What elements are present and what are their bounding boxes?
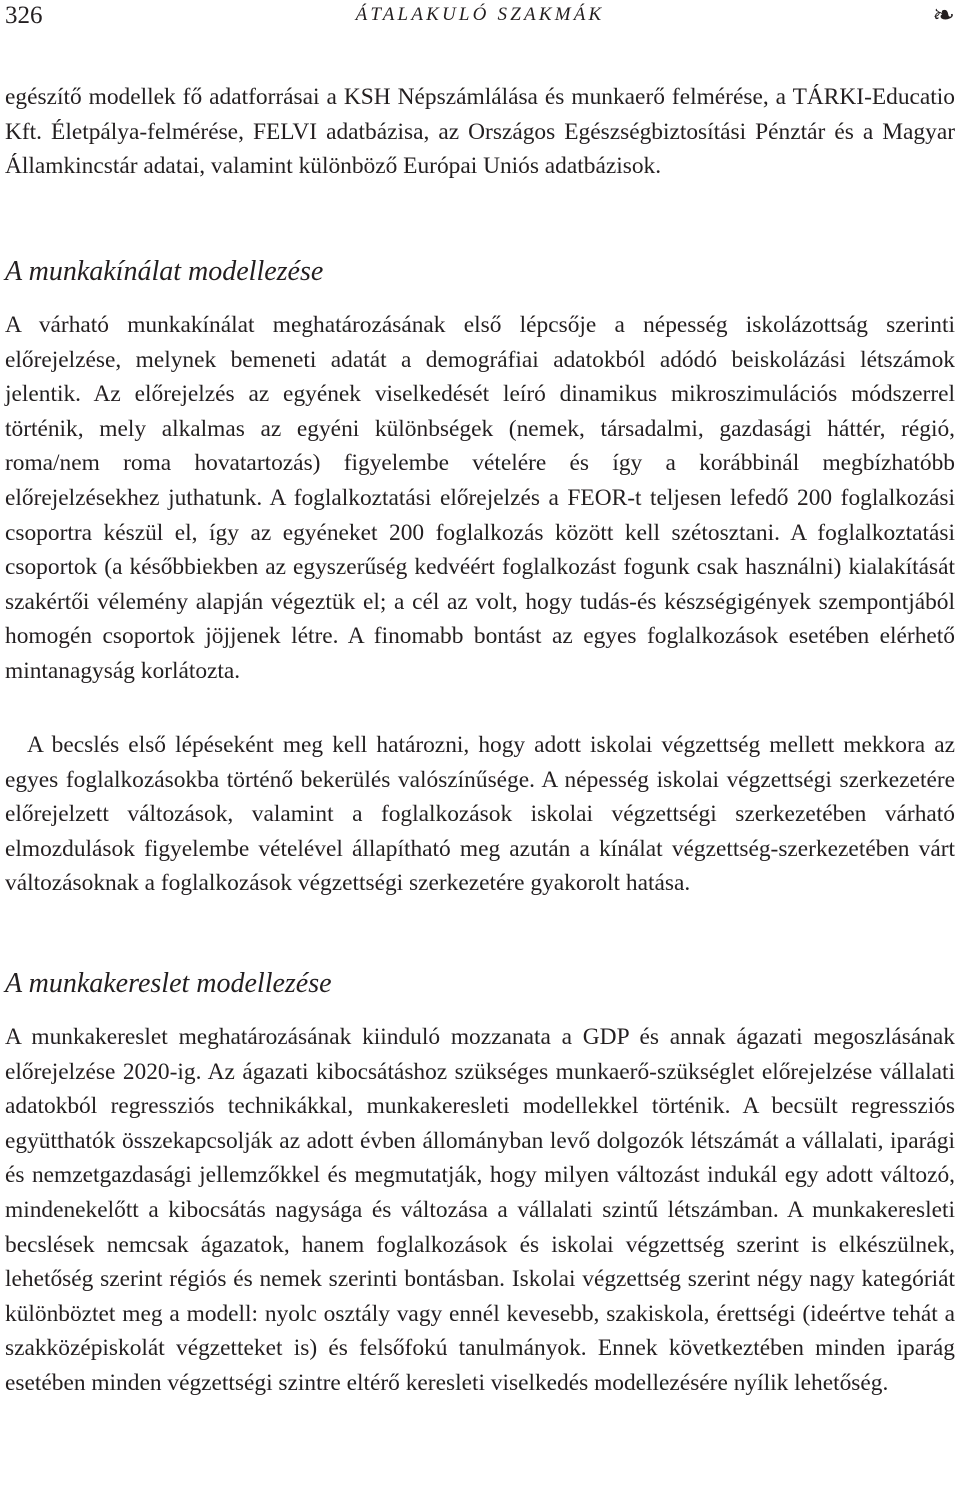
running-head	[5, 0, 955, 40]
book-page	[5, 0, 955, 1396]
paragraph-supply-2: A becslés első lépéseként meg kell határozni, hogy adott iskolai végzettség mellett mekkora az egyes foglalkozásokba történő bekerülés valószínűsége. A népesség iskolai végzettségi szerkezetére előrejelzett változások, valamint a foglalkozások iskolai végzettségi szerkezetében várható elmozdulások figyelembe vételével állapítható meg azután a kínálat végzettség-szerkezetében várt változásoknak a foglalkozások végzettségi szerkezetére gyakorolt hatása.	[5, 732, 955, 897]
paragraph-demand: A munkakereslet meghatározásának kiinduló mozzanata a GDP és annak ágazati megoszlásának előrejelzése 2020-ig. Az ágazati kibocsátáshoz szükséges munkaerő-szükséglet előrejelzése vállalati adatokból regressziós technikákkal, munkakeresleti modellekkel történik. A becsült regressziós együtthatók összekapcsolják az adott évben állományban levő dolgozók létszámát a vállalati, iparági és nemzetgazdasági jellemzőkkel és megmutatják, hogy milyen változást indukál egy adott változó, mindenekelőtt a kibocsátás nagysága és változása a vállalati szintű létszámban. A munkakeresleti becslések nemcsak ágazatok, hanem foglalkozások és iskolai végzettség szerint is elkészülnek, lehetőség szerint régiós és nemek szerinti bontásban. Iskolai végzettség szerint négy nagy kategóriát különböztet meg a modell: nyolc osztály vagy ennél kevesebb, szakiskola, érettségi (ideértve tehát a szakközépiskolát végzetteket is) és felsőfokú tanulmányok. Ennek következtében minden iparág esetében minden végzettségi szintre eltérő keresleti viselkedés modellezésére nyílik lehetőség.	[5, 1024, 955, 1396]
section-heading-labour-demand: A munkakereslet modellezése	[5, 968, 332, 999]
fleuron-ornament-icon: ❧	[932, 0, 955, 30]
running-title: ÁTALAKULÓ SZAKMÁK	[355, 4, 605, 25]
page-number: 326	[5, 2, 43, 29]
paragraph-intro: egészítő modellek fő adatforrásai a KSH Népszámlálása és munkaerő felmérése, a TÁRKI-Educatio Kft. Életpálya-felmérése, FELVI adatbázisa, az Országos Egészségbiztosítási Pénztár és a Magyar Államkincstár adatai, valamint különböző Európai Uniós adatbázisok.	[5, 84, 955, 180]
paragraph-supply-1: A várható munkakínálat meghatározásának első lépcsője a népesség iskolázottság szerinti előrejelzése, melynek bemeneti adatát a demográfiai adatokból adódó beiskolázási létszámok jelentik. Az előrejelzés az egyének viselkedését leíró dinamikus mikroszimulációs módszerrel történik, mely alkalmas az egyéni különbségek (nemek, társadalmi, gazdasági háttér, régió, roma/nem roma hovatartozás) figyelembe vételére és így a korábbinál megbízhatóbb előrejelzésekhez juthatunk. A foglalkoztatási előrejelzés a FEOR-t teljesen lefedő 200 foglalkozási csoportra készül el, így az egyéneket 200 foglalkozás között kell szétosztani. A foglalkoztatási csoportok (a későbbiekben az egyszerűség kedvéért foglalkozást fogunk csak használni) kialakítását szakértői vélemény alapján végeztük el; a cél az volt, hogy tudás-és készségigények szempontjából homogén csoportok jöjjenek létre. A finomabb bontást az egyes foglalkozások esetében elérhető mintanagyság korlátozta.	[5, 312, 955, 684]
section-heading-labour-supply: A munkakínálat modellezése	[5, 256, 324, 287]
